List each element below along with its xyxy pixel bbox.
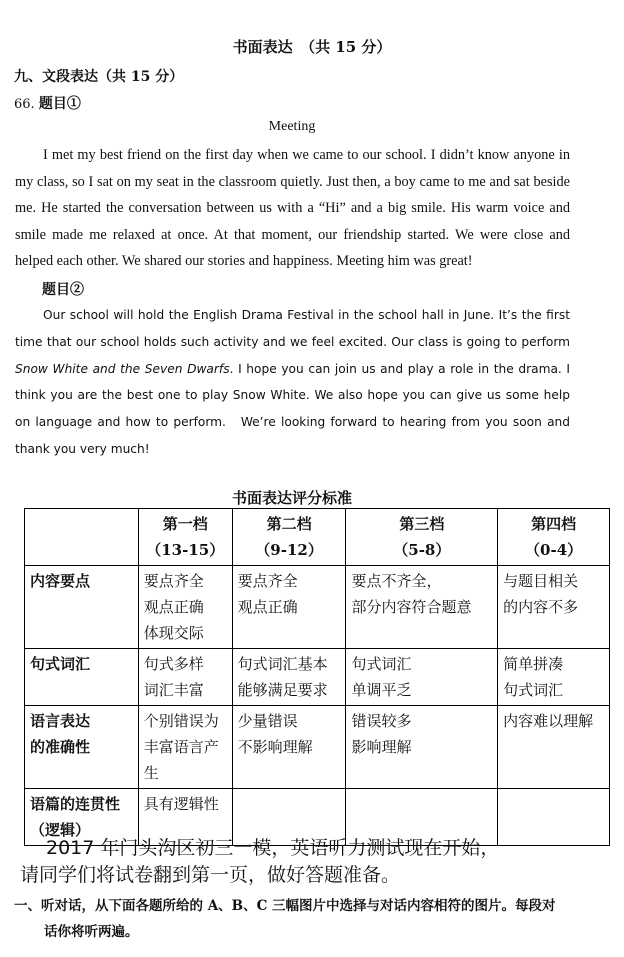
- question-number: 66.: [14, 97, 35, 112]
- table-cell: 句式词汇 单调平乏: [346, 649, 498, 706]
- header-empty-cell: [25, 509, 139, 566]
- essay-one-title: Meeting: [268, 119, 316, 134]
- table-cell: 内容难以理解: [498, 706, 610, 789]
- grading-header-row: [25, 509, 610, 566]
- table-cell: 要点齐全 观点正确: [232, 566, 346, 649]
- topic-two-label: 题目②: [42, 282, 84, 298]
- table-cell: 具有逻辑性: [138, 789, 232, 846]
- header-level-1: 第一档 （13-15）: [138, 509, 232, 566]
- header-level-4: 第四档 （0-4）: [498, 509, 610, 566]
- header-level-2: 第二档 （9-12）: [232, 509, 346, 566]
- row-label: 内容要点: [25, 566, 139, 649]
- table-cell: 少量错误 不影响理解: [232, 706, 346, 789]
- row-label: 语篇的连贯性 （逻辑）: [25, 789, 139, 846]
- section-one-instructions: [14, 893, 604, 945]
- listening-announcement-line-1: 2017 年门头沟区初三一模，英语听力测试现在开始，: [46, 837, 500, 859]
- grading-table: [24, 508, 610, 846]
- table-cell: [498, 789, 610, 846]
- table-cell: 要点不齐全， 部分内容符合题意: [346, 566, 498, 649]
- section-one-line-2: 话你将听两遍。: [44, 924, 139, 940]
- essay-two-text-a: Our school will hold the English Drama Festival in the school hall in June. It’s the first time that our school holds such activity and we feel excited. Our class is going to perform: [15, 308, 570, 349]
- grading-row-accuracy: [25, 706, 610, 789]
- question-66: [14, 93, 81, 113]
- listening-announcement-line-2: 请同学们将试卷翻到第一页，做好答题准备。: [20, 864, 401, 886]
- grading-row-content: [25, 566, 610, 649]
- section-one-line-1: 一、听对话，从下面各题所给的 A、B、C 三幅图片中选择与对话内容相符的图片。每段对: [14, 898, 556, 914]
- section-nine-title: 九、文段表达（共 15 分）: [14, 69, 184, 85]
- essay-two-text: [15, 302, 570, 463]
- table-cell: 简单拼凑 句式词汇: [498, 649, 610, 706]
- essay-one-text: I met my best friend on the first day when we came to our school. I didn’t know anyone in my class, so I sat on my seat in the classroom quietly. Just then, a boy came to me and sat beside me. He started the conversation between us with a “Hi” and a big smile. His warm voice and smile made me relaxed at once. At that moment, our friendship started. We were close and helped each other. We shared our stories and happiness. Meeting him was great!: [15, 147, 570, 270]
- grading-table-title: 书面表达评分标准: [231, 489, 352, 507]
- essay-two-play-title: Snow White and the Seven Dwarfs: [15, 361, 230, 376]
- table-cell: 句式词汇基本 能够满足要求: [232, 649, 346, 706]
- table-cell: 句式多样 词汇丰富: [138, 649, 232, 706]
- header-level-3: 第三档 （5-8）: [346, 509, 498, 566]
- grading-row-vocabulary: [25, 649, 610, 706]
- essay-two-text-b: . I hope you can join us and play a role in the drama. I think you are the best one to play Snow White. We also hope you can give us some help on language and how to perform. We’re looking forward to hearing from you soon and thank you very much!: [15, 361, 571, 456]
- row-label: 句式词汇: [25, 649, 139, 706]
- table-cell: 与题目相关 的内容不多: [498, 566, 610, 649]
- page-heading: 书面表达 （共 15 分）: [232, 38, 392, 56]
- row-label: 语言表达 的准确性: [25, 706, 139, 789]
- table-cell: 错误较多 影响理解: [346, 706, 498, 789]
- topic-one-label: 题目①: [38, 96, 81, 112]
- table-cell: 要点齐全 观点正确 体现交际: [138, 566, 232, 649]
- table-cell: 个别错误为 丰富语言产 生: [138, 706, 232, 789]
